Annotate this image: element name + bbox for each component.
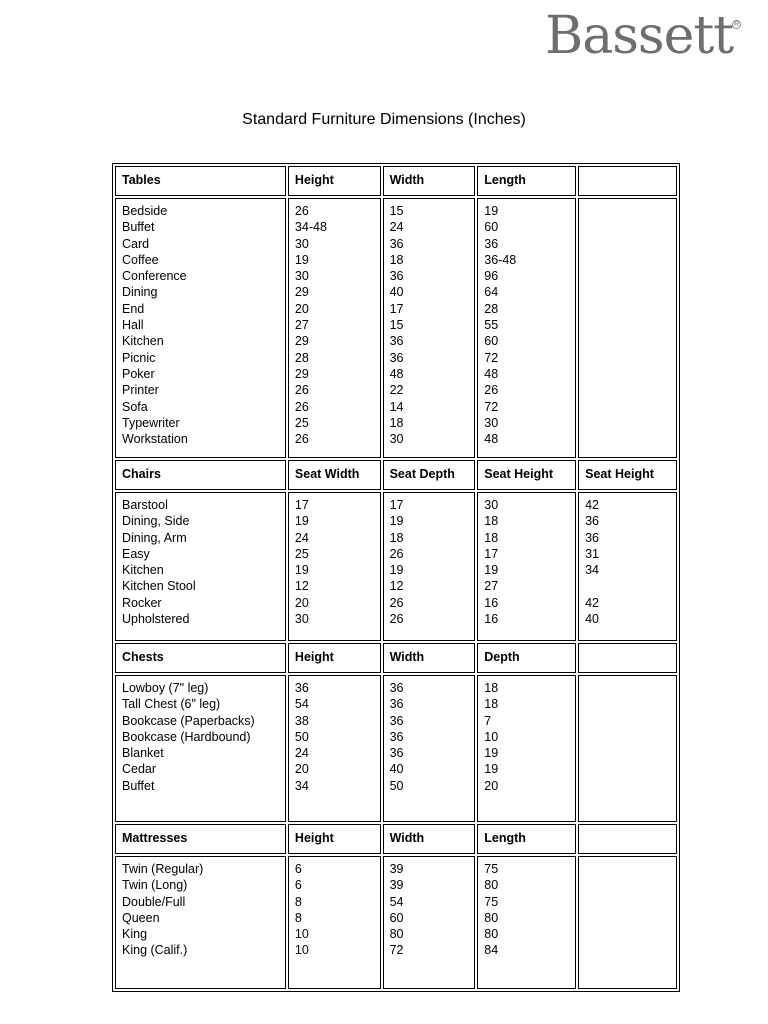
dimension-value: 24: [294, 746, 309, 761]
dimension-value: 17: [389, 301, 404, 316]
dimension-value: 20: [294, 301, 309, 316]
dimension-value: 25: [294, 415, 309, 430]
column-values: [383, 856, 476, 989]
column-header: Width: [383, 824, 476, 854]
page-title: Standard Furniture Dimensions (Inches): [242, 111, 526, 128]
dimension-value: 19: [484, 204, 499, 218]
column-header: Width: [383, 166, 476, 196]
dimension-value: 34: [585, 563, 600, 578]
column-header: Height: [288, 824, 381, 854]
dimension-value: 18: [484, 697, 499, 712]
column-values: [115, 198, 286, 458]
column-values: [288, 198, 381, 458]
column-header: [578, 166, 677, 196]
dimension-value: [585, 745, 670, 761]
section-header-row: [115, 824, 677, 854]
dimension-value: 36: [389, 236, 404, 251]
dimension-value: [585, 415, 670, 431]
dimension-value: 6: [294, 862, 302, 876]
dimension-value: 84: [484, 943, 499, 958]
dimension-value: 26: [294, 383, 309, 398]
column-values: [578, 856, 677, 989]
column-header: [578, 824, 677, 854]
column-values: [477, 675, 576, 822]
column-values: [383, 492, 476, 641]
dimension-value: 40: [389, 285, 404, 300]
dimension-value: 18: [484, 514, 499, 529]
section-body-row: [115, 492, 677, 641]
dimension-value: 30: [389, 432, 404, 447]
item-name: Poker: [122, 366, 155, 381]
dimension-value: 6: [294, 878, 302, 893]
dimension-value: [585, 268, 670, 284]
item-name: End: [122, 301, 145, 316]
dimension-value: 36: [389, 681, 404, 695]
item-name: Printer: [122, 383, 159, 398]
item-name: Cedar: [122, 762, 157, 777]
dimension-value: 50: [294, 729, 309, 744]
dimension-value: 15: [389, 318, 404, 333]
dimension-value: 72: [484, 399, 499, 414]
dimension-value: 54: [294, 697, 309, 712]
dimension-value: [585, 778, 670, 794]
dimension-value: 16: [484, 595, 499, 610]
item-name: Blanket: [122, 746, 164, 761]
dimensions-table: [112, 163, 680, 992]
dimension-value: 30: [294, 269, 309, 284]
item-name: Conference: [122, 269, 187, 284]
dimension-value: 19: [484, 563, 499, 578]
dimension-value: [585, 236, 670, 252]
dimension-value: 40: [585, 612, 600, 627]
dimension-value: [585, 894, 670, 910]
column-values: [383, 675, 476, 822]
dimension-value: [585, 252, 670, 268]
dimension-value: 36: [389, 729, 404, 744]
dimension-value: 10: [294, 943, 309, 958]
dimension-value: 64: [484, 285, 499, 300]
dimension-value: [585, 431, 670, 447]
dimension-value: 19: [389, 563, 404, 578]
column-values: [477, 198, 576, 458]
item-name: Buffet: [122, 220, 155, 235]
dimension-value: [585, 301, 670, 317]
column-values: [578, 198, 677, 458]
item-name: King: [122, 927, 148, 942]
column-values: [115, 856, 286, 989]
item-name: Kitchen: [122, 334, 164, 349]
dimension-value: 17: [389, 498, 404, 512]
dimension-value: 31: [585, 546, 600, 561]
dimension-value: 19: [484, 746, 499, 761]
dimension-value: 36: [389, 334, 404, 349]
dimension-value: 36: [389, 697, 404, 712]
column-values: [288, 856, 381, 989]
column-values: [477, 856, 576, 989]
item-name: Dining: [122, 285, 158, 300]
dimension-value: 18: [484, 530, 499, 545]
column-header: Height: [288, 166, 381, 196]
dimension-value: 34-48: [294, 220, 327, 235]
dimension-value: 36: [389, 746, 404, 761]
dimension-value: 29: [294, 366, 309, 381]
dimension-value: 7: [484, 713, 492, 728]
column-header: Mattresses: [115, 824, 286, 854]
dimension-value: [585, 317, 670, 333]
dimension-value: 19: [294, 563, 309, 578]
dimension-value: 36: [389, 269, 404, 284]
item-name: Easy: [122, 546, 150, 561]
column-header: Chairs: [115, 460, 286, 490]
dimension-value: 19: [294, 252, 309, 267]
column-header: Length: [477, 824, 576, 854]
dimension-value: 18: [389, 252, 404, 267]
column-header: Height: [288, 643, 381, 673]
dimension-value: 18: [389, 530, 404, 545]
dimension-value: 36: [294, 681, 309, 695]
dimension-value: 50: [389, 778, 404, 793]
dimension-value: 18: [389, 415, 404, 430]
dimension-value: 12: [389, 579, 404, 594]
dimension-value: 17: [484, 546, 499, 561]
dimension-value: 29: [294, 285, 309, 300]
column-header: Length: [477, 166, 576, 196]
dimension-value: 10: [484, 729, 499, 744]
column-header: Seat Height: [578, 460, 677, 490]
dimension-value: 28: [294, 350, 309, 365]
item-name: Card: [122, 236, 150, 251]
item-name: Queen: [122, 910, 160, 925]
dimension-value: 8: [294, 910, 302, 925]
dimension-value: 20: [294, 762, 309, 777]
dimension-value: [585, 942, 670, 958]
dimension-value: 48: [389, 366, 404, 381]
dimension-value: 30: [484, 498, 499, 512]
dimension-value: 18: [484, 681, 499, 695]
dimension-value: 26: [389, 595, 404, 610]
column-values: [288, 675, 381, 822]
dimension-value: [585, 926, 670, 942]
column-values: [115, 492, 286, 641]
dimension-value: [585, 696, 670, 712]
dimension-value: 42: [585, 595, 600, 610]
section-body-row: [115, 198, 677, 458]
dimension-value: [585, 203, 670, 219]
item-name: Coffee: [122, 252, 159, 267]
dimension-value: 60: [484, 220, 499, 235]
dimension-value: 55: [484, 318, 499, 333]
dimension-value: 36: [585, 530, 600, 545]
dimension-value: [585, 219, 670, 235]
dimension-value: 72: [484, 350, 499, 365]
section-header-row: [115, 460, 677, 490]
brand-name: Bassett: [545, 6, 734, 66]
column-header: [578, 643, 677, 673]
item-name: Rocker: [122, 595, 162, 610]
dimension-value: 48: [484, 366, 499, 381]
dimension-value: 26: [294, 432, 309, 447]
section-body-row: [115, 856, 677, 989]
dimension-value: 20: [484, 778, 499, 793]
dimension-value: 19: [484, 762, 499, 777]
dimension-value: 24: [389, 220, 404, 235]
dimension-value: 38: [294, 713, 309, 728]
dimension-value: 60: [484, 334, 499, 349]
dimension-value: 29: [294, 334, 309, 349]
dimension-value: [585, 399, 670, 415]
dimension-value: 30: [294, 236, 309, 251]
dimension-value: 12: [294, 579, 309, 594]
item-name: Kitchen: [122, 563, 164, 578]
dimension-value: 80: [484, 878, 499, 893]
item-name: Dining, Side: [122, 514, 190, 529]
dimension-value: 80: [389, 927, 404, 942]
registered-mark-icon: R: [734, 21, 740, 28]
column-header: Tables: [115, 166, 286, 196]
item-name: King (Calif.): [122, 943, 188, 958]
section-header-row: [115, 166, 677, 196]
dimension-value: 30: [294, 612, 309, 627]
dimension-value: 14: [389, 399, 404, 414]
item-name: Hall: [122, 318, 144, 333]
item-name: Lowboy (7" leg): [122, 681, 209, 695]
dimension-value: [585, 861, 670, 877]
dimension-value: 8: [294, 894, 302, 909]
bassett-logo: [545, 6, 740, 66]
item-name: Barstool: [122, 498, 168, 512]
column-header: Seat Depth: [383, 460, 476, 490]
item-name: Kitchen Stool: [122, 579, 196, 594]
item-name: Typewriter: [122, 415, 180, 430]
dimension-value: 28: [484, 301, 499, 316]
item-name: Buffet: [122, 778, 155, 793]
dimension-value: 39: [389, 878, 404, 893]
column-header: Seat Width: [288, 460, 381, 490]
dimension-value: [585, 366, 670, 382]
item-name: Bookcase (Hardbound): [122, 729, 251, 744]
dimension-value: [585, 333, 670, 349]
column-values: [578, 675, 677, 822]
item-name: Dining, Arm: [122, 530, 187, 545]
dimension-value: 17: [294, 498, 309, 512]
column-header: Width: [383, 643, 476, 673]
dimension-value: 30: [484, 415, 499, 430]
column-header: Seat Height: [477, 460, 576, 490]
dimension-value: 34: [294, 778, 309, 793]
dimension-value: [585, 350, 670, 366]
dimension-value: 36: [389, 350, 404, 365]
dimension-value: 75: [484, 862, 499, 876]
dimension-value: [585, 877, 670, 893]
dimension-value: 19: [389, 514, 404, 529]
item-name: Workstation: [122, 432, 188, 447]
item-name: Upholstered: [122, 612, 190, 627]
dimension-value: 27: [294, 318, 309, 333]
dimension-value: [585, 910, 670, 926]
dimension-value: 42: [585, 498, 600, 512]
dimension-value: [585, 284, 670, 300]
dimension-value: 48: [484, 432, 499, 447]
item-name: Picnic: [122, 350, 156, 365]
dimension-value: 19: [294, 514, 309, 529]
dimension-value: 16: [484, 612, 499, 627]
dimension-value: 80: [484, 910, 499, 925]
item-name: Bookcase (Paperbacks): [122, 713, 255, 728]
dimension-value: 72: [389, 943, 404, 958]
dimension-value: 26: [389, 612, 404, 627]
dimension-value: 24: [294, 530, 309, 545]
column-values: [383, 198, 476, 458]
dimension-value: [585, 729, 670, 745]
item-name: Twin (Long): [122, 878, 188, 893]
dimension-value: 26: [294, 399, 309, 414]
dimension-value: [585, 578, 670, 594]
dimension-value: 36: [484, 236, 499, 251]
dimension-value: 36: [585, 514, 600, 529]
item-name: Tall Chest (6" leg): [122, 697, 221, 712]
column-values: [578, 492, 677, 641]
section-body-row: [115, 675, 677, 822]
dimension-value: 25: [294, 546, 309, 561]
dimension-value: [585, 382, 670, 398]
column-values: [477, 492, 576, 641]
item-name: Bedside: [122, 204, 168, 218]
column-header: Chests: [115, 643, 286, 673]
dimension-value: 80: [484, 927, 499, 942]
dimension-value: 20: [294, 595, 309, 610]
dimension-value: 26: [389, 546, 404, 561]
dimension-value: 26: [484, 383, 499, 398]
dimension-value: 75: [484, 894, 499, 909]
dimension-value: [585, 713, 670, 729]
item-name: Sofa: [122, 399, 148, 414]
column-header: Depth: [477, 643, 576, 673]
dimension-value: [585, 761, 670, 777]
dimension-value: 36: [389, 713, 404, 728]
dimension-value: [585, 680, 670, 696]
dimension-value: 96: [484, 269, 499, 284]
dimension-value: 60: [389, 910, 404, 925]
dimension-value: 27: [484, 579, 499, 594]
item-name: Double/Full: [122, 894, 186, 909]
dimension-value: 26: [294, 204, 309, 218]
dimension-value: 39: [389, 862, 404, 876]
column-values: [288, 492, 381, 641]
dimension-value: 22: [389, 383, 404, 398]
dimension-value: 54: [389, 894, 404, 909]
item-name: Twin (Regular): [122, 862, 204, 876]
section-header-row: [115, 643, 677, 673]
dimension-value: 10: [294, 927, 309, 942]
dimension-value: 36-48: [484, 252, 517, 267]
dimension-value: 15: [389, 204, 404, 218]
column-values: [115, 675, 286, 822]
dimension-value: 40: [389, 762, 404, 777]
